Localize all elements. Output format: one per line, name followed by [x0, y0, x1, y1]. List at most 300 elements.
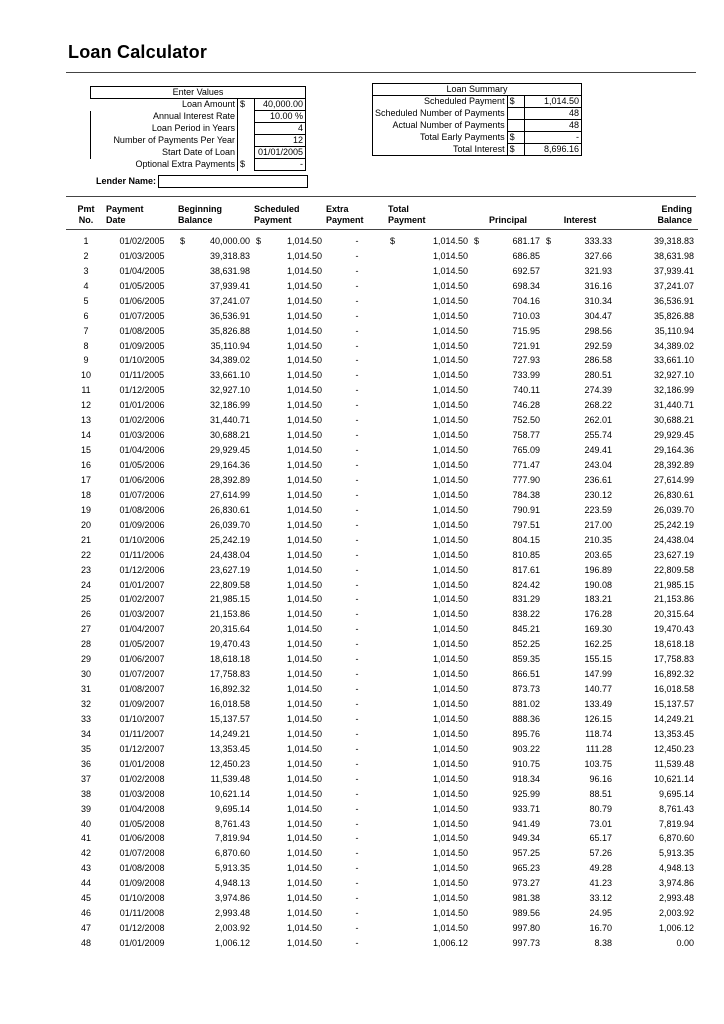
- pmt-no-cell: [66, 815, 106, 830]
- extra-payment-value: -: [355, 519, 359, 530]
- extra-payment-cell: [326, 934, 388, 949]
- ending-balance-value: 38,631.98: [653, 250, 694, 261]
- principal-cell: [472, 292, 544, 307]
- interest-value: 280.51: [584, 370, 612, 381]
- ending-balance-cell: [616, 576, 698, 591]
- beginning-balance-cell: [178, 770, 254, 785]
- beginning-balance-cell: [178, 680, 254, 695]
- interest-value: 327.66: [584, 250, 612, 261]
- payment-date-value: 01/02/2008: [119, 773, 165, 784]
- payment-date-value: 01/09/2007: [119, 699, 165, 709]
- enter-values-label: Optional Extra Payments: [135, 159, 235, 169]
- total-payment-cell: [388, 665, 472, 680]
- principal-value: 797.51: [512, 519, 540, 530]
- beginning-balance-value: 17,758.83: [209, 669, 250, 680]
- principal-cell: [472, 486, 544, 501]
- interest-cell: [544, 770, 616, 785]
- scheduled-payment-cell: [254, 576, 326, 591]
- pmt-no-value: 15: [80, 445, 91, 456]
- total-payment-value: 1,014.50: [432, 445, 468, 456]
- beginning-balance-value: 13,353.45: [209, 743, 250, 754]
- scheduled-payment-cell: [254, 650, 326, 665]
- loan-summary-label: Actual Number of Payments: [373, 120, 508, 132]
- principal-value: 918.34: [512, 773, 540, 784]
- extra-payment-value: -: [355, 818, 359, 829]
- interest-cell: [544, 471, 616, 486]
- scheduled-payment-value: 1,014.50: [286, 684, 322, 695]
- beginning-balance-cell: [178, 411, 254, 426]
- pmt-no-value: 23: [80, 564, 91, 575]
- payment-date-cell: [106, 396, 178, 411]
- column-header-top: Extra: [326, 204, 349, 214]
- total-payment-cell: [388, 859, 472, 874]
- extra-payment-value: -: [355, 265, 359, 276]
- interest-cell: [544, 366, 616, 381]
- loan-summary-currency: $: [507, 96, 524, 108]
- principal-cell: [472, 232, 544, 247]
- extra-payment-cell: [326, 277, 388, 292]
- total-payment-value: 1,014.50: [432, 908, 468, 919]
- principal-cell: [472, 904, 544, 919]
- scheduled-payment-cell: [254, 337, 326, 352]
- ending-balance-cell: [616, 561, 698, 576]
- scheduled-payment-value: 1,014.50: [286, 265, 322, 276]
- table-row: [66, 874, 698, 889]
- beginning-balance-cell: [178, 874, 254, 889]
- beginning-balance-cell: [178, 426, 254, 441]
- loan-summary-value: 8,696.16: [524, 144, 581, 156]
- table-row: [66, 381, 698, 396]
- principal-cell: [472, 650, 544, 665]
- interest-value: 321.93: [584, 265, 612, 276]
- beginning-balance-cell: [178, 591, 254, 606]
- principal-value: 765.09: [512, 445, 540, 456]
- extra-payment-cell: [326, 516, 388, 531]
- scheduled-payment-cell: [254, 904, 326, 919]
- ending-balance-cell: [616, 441, 698, 456]
- principal-value: 804.15: [512, 534, 540, 545]
- payment-date-value: 01/10/2005: [119, 355, 165, 366]
- extra-payment-cell: [326, 262, 388, 277]
- enter-values-field[interactable]: -: [255, 159, 306, 171]
- total-payment-cell: [388, 307, 472, 322]
- ending-balance-value: 29,164.36: [653, 445, 694, 456]
- payment-date-cell: [106, 800, 178, 815]
- payment-date-value: 01/11/2005: [119, 370, 165, 381]
- loan-summary-value: 48: [524, 108, 581, 120]
- payment-date-cell: [106, 665, 178, 680]
- scheduled-payment-value: 1,014.50: [286, 773, 322, 784]
- total-payment-value: 1,014.50: [432, 818, 468, 829]
- scheduled-payment-value: 1,014.50: [286, 474, 322, 485]
- payment-date-cell: [106, 576, 178, 591]
- principal-value: 981.38: [512, 893, 540, 904]
- beginning-balance-value: 38,631.98: [209, 265, 250, 276]
- beginning-balance-value: 26,830.61: [209, 504, 250, 515]
- total-payment-value: 1,014.50: [432, 743, 468, 754]
- scheduled-payment-value: 1,014.50: [286, 699, 322, 709]
- beginning-balance-value: 10,621.14: [209, 788, 250, 799]
- extra-payment-value: -: [355, 534, 359, 545]
- ending-balance-value: 22,809.58: [653, 564, 694, 575]
- interest-cell: [544, 815, 616, 830]
- payment-date-value: 01/05/2008: [119, 818, 165, 829]
- extra-payment-cell: [326, 755, 388, 770]
- schedule-header-row-1: [66, 204, 698, 215]
- payment-date-cell: [106, 501, 178, 516]
- pmt-no-cell: [66, 680, 106, 695]
- enter-values-currency: [238, 123, 255, 135]
- extra-payment-value: -: [355, 325, 359, 336]
- total-payment-value: 1,014.50: [432, 265, 468, 276]
- beginning-balance-cell: [178, 352, 254, 367]
- scheduled-payment-cell: [254, 740, 326, 755]
- extra-payment-cell: [326, 710, 388, 725]
- interest-cell: [544, 740, 616, 755]
- principal-value: 727.93: [512, 355, 540, 366]
- payment-date-value: 01/01/2007: [119, 579, 165, 590]
- enter-values-field[interactable]: 40,000.00: [255, 99, 306, 111]
- extra-payment-cell: [326, 546, 388, 561]
- enter-values-field[interactable]: 10.00 %: [255, 111, 306, 123]
- table-row: [66, 785, 698, 800]
- scheduled-payment-cell: [254, 247, 326, 262]
- scheduled-payment-value: 1,014.50: [286, 893, 322, 904]
- extra-payment-value: -: [355, 280, 359, 291]
- extra-payment-value: -: [355, 908, 359, 919]
- scheduled-payment-cell: [254, 486, 326, 501]
- pmt-no-value: 4: [83, 280, 89, 291]
- principal-value: 965.23: [512, 863, 540, 874]
- currency-symbol: $: [390, 235, 396, 246]
- pmt-no-cell: [66, 262, 106, 277]
- interest-cell: [544, 844, 616, 859]
- enter-values-field[interactable]: 4: [255, 123, 306, 135]
- scheduled-payment-cell: [254, 277, 326, 292]
- payment-date-cell: [106, 561, 178, 576]
- ending-balance-value: 35,826.88: [653, 310, 694, 321]
- loan-summary-value: 1,014.50: [524, 96, 581, 108]
- payment-date-value: 01/03/2008: [119, 788, 165, 799]
- extra-payment-value: -: [355, 549, 359, 560]
- ending-balance-cell: [616, 337, 698, 352]
- scheduled-payment-cell: [254, 591, 326, 606]
- pmt-no-cell: [66, 337, 106, 352]
- table-row: [66, 247, 698, 262]
- scheduled-payment-cell: [254, 874, 326, 889]
- pmt-no-value: 46: [80, 908, 91, 919]
- scheduled-payment-value: 1,014.50: [286, 460, 322, 470]
- scheduled-payment-value: 1,014.50: [286, 863, 322, 874]
- extra-payment-value: -: [355, 743, 359, 754]
- pmt-no-value: 13: [80, 415, 91, 426]
- table-row: [66, 516, 698, 531]
- interest-value: 118.74: [585, 728, 612, 739]
- beginning-balance-cell: [178, 710, 254, 725]
- ending-balance-value: 18,618.18: [653, 639, 694, 650]
- total-payment-value: 1,014.50: [432, 250, 468, 261]
- interest-value: 304.47: [584, 310, 612, 321]
- extra-payment-value: -: [355, 893, 359, 904]
- loan-summary-label: Total Interest: [373, 144, 508, 156]
- ending-balance-cell: [616, 277, 698, 292]
- extra-payment-value: -: [355, 639, 359, 650]
- principal-cell: [472, 620, 544, 635]
- interest-value: 274.39: [584, 385, 612, 396]
- ending-balance-cell: [616, 815, 698, 830]
- extra-payment-value: -: [355, 460, 359, 470]
- ending-balance-value: 20,315.64: [653, 609, 694, 620]
- scheduled-payment-value: 1,014.50: [286, 519, 322, 530]
- enter-values-field[interactable]: 01/01/2005: [255, 147, 306, 159]
- ending-balance-cell: [616, 889, 698, 904]
- ending-balance-value: 37,939.41: [653, 265, 694, 276]
- column-header-top: Beginning: [178, 204, 222, 214]
- scheduled-payment-value: 1,014.50: [286, 803, 322, 814]
- payment-date-cell: [106, 635, 178, 650]
- enter-values-heading: Enter Values: [172, 87, 224, 97]
- extra-payment-cell: [326, 501, 388, 516]
- ending-balance-cell: [616, 366, 698, 381]
- loan-summary-label: Total Early Payments: [373, 132, 508, 144]
- beginning-balance-value: 39,318.83: [209, 250, 250, 261]
- extra-payment-value: -: [355, 863, 359, 874]
- total-payment-cell: [388, 247, 472, 262]
- loan-summary-label: Scheduled Number of Payments: [373, 108, 508, 120]
- table-row: [66, 605, 698, 620]
- scheduled-payment-value: 1,014.50: [286, 639, 322, 650]
- pmt-no-value: 43: [80, 863, 91, 874]
- interest-cell: [544, 710, 616, 725]
- payment-date-cell: [106, 441, 178, 456]
- total-payment-cell: [388, 934, 472, 949]
- beginning-balance-cell: [178, 800, 254, 815]
- extra-payment-value: -: [355, 878, 359, 889]
- beginning-balance-cell: [178, 247, 254, 262]
- interest-cell: [544, 516, 616, 531]
- beginning-balance-cell: [178, 620, 254, 635]
- ending-balance-cell: [616, 396, 698, 411]
- ending-balance-value: 32,186.99: [653, 385, 694, 396]
- interest-value: 223.59: [584, 504, 612, 515]
- total-payment-cell: [388, 710, 472, 725]
- pmt-no-cell: [66, 620, 106, 635]
- ending-balance-cell: [616, 247, 698, 262]
- payment-date-cell: [106, 680, 178, 695]
- principal-value: 817.61: [512, 564, 540, 575]
- scheduled-payment-cell: [254, 680, 326, 695]
- table-row: [66, 396, 698, 411]
- interest-value: 126.15: [584, 713, 612, 724]
- scheduled-payment-cell: [254, 800, 326, 815]
- principal-cell: [472, 859, 544, 874]
- pmt-no-value: 9: [83, 355, 89, 366]
- scheduled-payment-value: 1,014.50: [286, 938, 322, 948]
- extra-payment-cell: [326, 725, 388, 740]
- payment-date-cell: [106, 830, 178, 845]
- total-payment-value: 1,014.50: [432, 803, 468, 814]
- extra-payment-cell: [326, 591, 388, 606]
- total-payment-value: 1,014.50: [432, 639, 468, 650]
- beginning-balance-value: 32,927.10: [209, 385, 250, 396]
- ending-balance-value: 21,985.15: [653, 579, 694, 590]
- beginning-balance-value: 21,153.86: [209, 609, 250, 620]
- ending-balance-value: 26,830.61: [653, 489, 694, 500]
- total-payment-cell: [388, 381, 472, 396]
- loan-summary-heading-row: [373, 84, 582, 96]
- principal-value: 989.56: [512, 908, 540, 919]
- extra-payment-cell: [326, 815, 388, 830]
- payment-date-cell: [106, 292, 178, 307]
- payment-date-value: 01/01/2008: [119, 758, 165, 769]
- interest-cell: [544, 486, 616, 501]
- interest-value: 65.17: [589, 833, 612, 844]
- beginning-balance-value: 30,688.21: [209, 430, 250, 441]
- total-payment-value: 1,014.50: [432, 758, 468, 769]
- pmt-no-cell: [66, 516, 106, 531]
- interest-value: 140.77: [584, 684, 612, 695]
- total-payment-cell: [388, 232, 472, 247]
- total-payment-value: 1,014.50: [432, 788, 468, 799]
- principal-cell: [472, 874, 544, 889]
- interest-cell: [544, 411, 616, 426]
- total-payment-value: 1,014.50: [432, 579, 468, 590]
- payment-date-value: 01/08/2006: [119, 504, 165, 515]
- beginning-balance-cell: [178, 695, 254, 710]
- ending-balance-value: 31,440.71: [653, 400, 694, 411]
- payment-date-cell: [106, 307, 178, 322]
- total-payment-value: 1,006.12: [432, 938, 468, 948]
- payment-date-cell: [106, 486, 178, 501]
- payment-date-value: 01/07/2006: [119, 489, 165, 500]
- extra-payment-value: -: [355, 684, 359, 695]
- ending-balance-cell: [616, 904, 698, 919]
- enter-values-field[interactable]: 12: [255, 135, 306, 147]
- total-payment-value: 1,014.50: [432, 654, 468, 665]
- total-payment-value: 1,014.50: [432, 728, 468, 739]
- ending-balance-cell: [616, 844, 698, 859]
- ending-balance-cell: [616, 456, 698, 471]
- total-payment-cell: [388, 889, 472, 904]
- payment-date-cell: [106, 337, 178, 352]
- table-row: [66, 844, 698, 859]
- scheduled-payment-cell: [254, 426, 326, 441]
- column-header-top: Pmt: [77, 204, 95, 214]
- scheduled-payment-cell: [254, 381, 326, 396]
- table-row: [66, 322, 698, 337]
- table-row: [66, 815, 698, 830]
- extra-payment-cell: [326, 411, 388, 426]
- payment-date-value: 01/02/2005: [119, 235, 165, 246]
- principal-value: 873.73: [512, 684, 540, 695]
- payment-date-value: 01/05/2007: [119, 639, 165, 650]
- beginning-balance-value: 19,470.43: [209, 639, 250, 650]
- loan-summary-value: -: [524, 132, 581, 144]
- extra-payment-cell: [326, 381, 388, 396]
- extra-payment-cell: [326, 785, 388, 800]
- principal-cell: [472, 605, 544, 620]
- ending-balance-value: 16,018.58: [653, 684, 694, 695]
- principal-cell: [472, 366, 544, 381]
- ending-balance-cell: [616, 650, 698, 665]
- beginning-balance-cell: [178, 725, 254, 740]
- beginning-balance-cell: [178, 531, 254, 546]
- payment-date-value: 01/12/2007: [119, 743, 165, 754]
- beginning-balance-value: 29,929.45: [209, 445, 250, 456]
- total-payment-cell: [388, 770, 472, 785]
- total-payment-value: 1,014.50: [432, 773, 468, 784]
- principal-cell: [472, 710, 544, 725]
- total-payment-cell: [388, 426, 472, 441]
- table-row: [66, 292, 698, 307]
- table-row: [66, 366, 698, 381]
- beginning-balance-value: 16,018.58: [209, 699, 250, 709]
- ending-balance-cell: [616, 859, 698, 874]
- principal-cell: [472, 352, 544, 367]
- scheduled-payment-cell: [254, 531, 326, 546]
- total-payment-value: 1,014.50: [432, 415, 468, 426]
- pmt-no-value: 34: [80, 728, 91, 739]
- payment-date-value: 01/10/2008: [119, 893, 165, 904]
- scheduled-payment-cell: [254, 635, 326, 650]
- pmt-no-cell: [66, 591, 106, 606]
- payment-date-cell: [106, 650, 178, 665]
- column-header-top: Ending: [661, 204, 692, 214]
- lender-name-field[interactable]: [158, 175, 308, 188]
- loan-summary-currency: [507, 120, 524, 132]
- total-payment-value: 1,014.50: [432, 923, 468, 934]
- interest-value: 255.74: [584, 430, 612, 441]
- total-payment-cell: [388, 277, 472, 292]
- beginning-balance-value: 18,618.18: [209, 654, 250, 665]
- pmt-no-value: 25: [80, 594, 91, 605]
- scheduled-payment-cell: [254, 546, 326, 561]
- pmt-no-cell: [66, 546, 106, 561]
- payment-date-value: 01/03/2007: [119, 609, 165, 620]
- ending-balance-value: 32,927.10: [653, 370, 694, 381]
- interest-cell: [544, 904, 616, 919]
- schedule-body: [66, 230, 698, 950]
- interest-cell: [544, 889, 616, 904]
- total-payment-cell: [388, 874, 472, 889]
- table-row: [66, 755, 698, 770]
- ending-balance-cell: [616, 381, 698, 396]
- extra-payment-cell: [326, 426, 388, 441]
- interest-cell: [544, 456, 616, 471]
- total-payment-cell: [388, 635, 472, 650]
- beginning-balance-value: 6,870.60: [214, 848, 250, 859]
- total-payment-value: 1,014.50: [432, 848, 468, 859]
- extra-payment-cell: [326, 695, 388, 710]
- total-payment-value: 1,014.50: [432, 355, 468, 366]
- principal-value: 838.22: [512, 609, 540, 620]
- enter-values-currency: [238, 111, 255, 123]
- beginning-balance-value: 11,539.48: [210, 773, 250, 784]
- beginning-balance-cell: [178, 486, 254, 501]
- interest-cell: [544, 576, 616, 591]
- pmt-no-cell: [66, 426, 106, 441]
- total-payment-cell: [388, 576, 472, 591]
- ending-balance-value: 2,003.92: [658, 908, 694, 919]
- scheduled-payment-cell: [254, 695, 326, 710]
- scheduled-payment-cell: [254, 859, 326, 874]
- pmt-no-cell: [66, 441, 106, 456]
- interest-cell: [544, 591, 616, 606]
- total-payment-cell: [388, 516, 472, 531]
- payment-date-cell: [106, 904, 178, 919]
- ending-balance-value: 15,137.57: [653, 699, 694, 709]
- total-payment-cell: [388, 456, 472, 471]
